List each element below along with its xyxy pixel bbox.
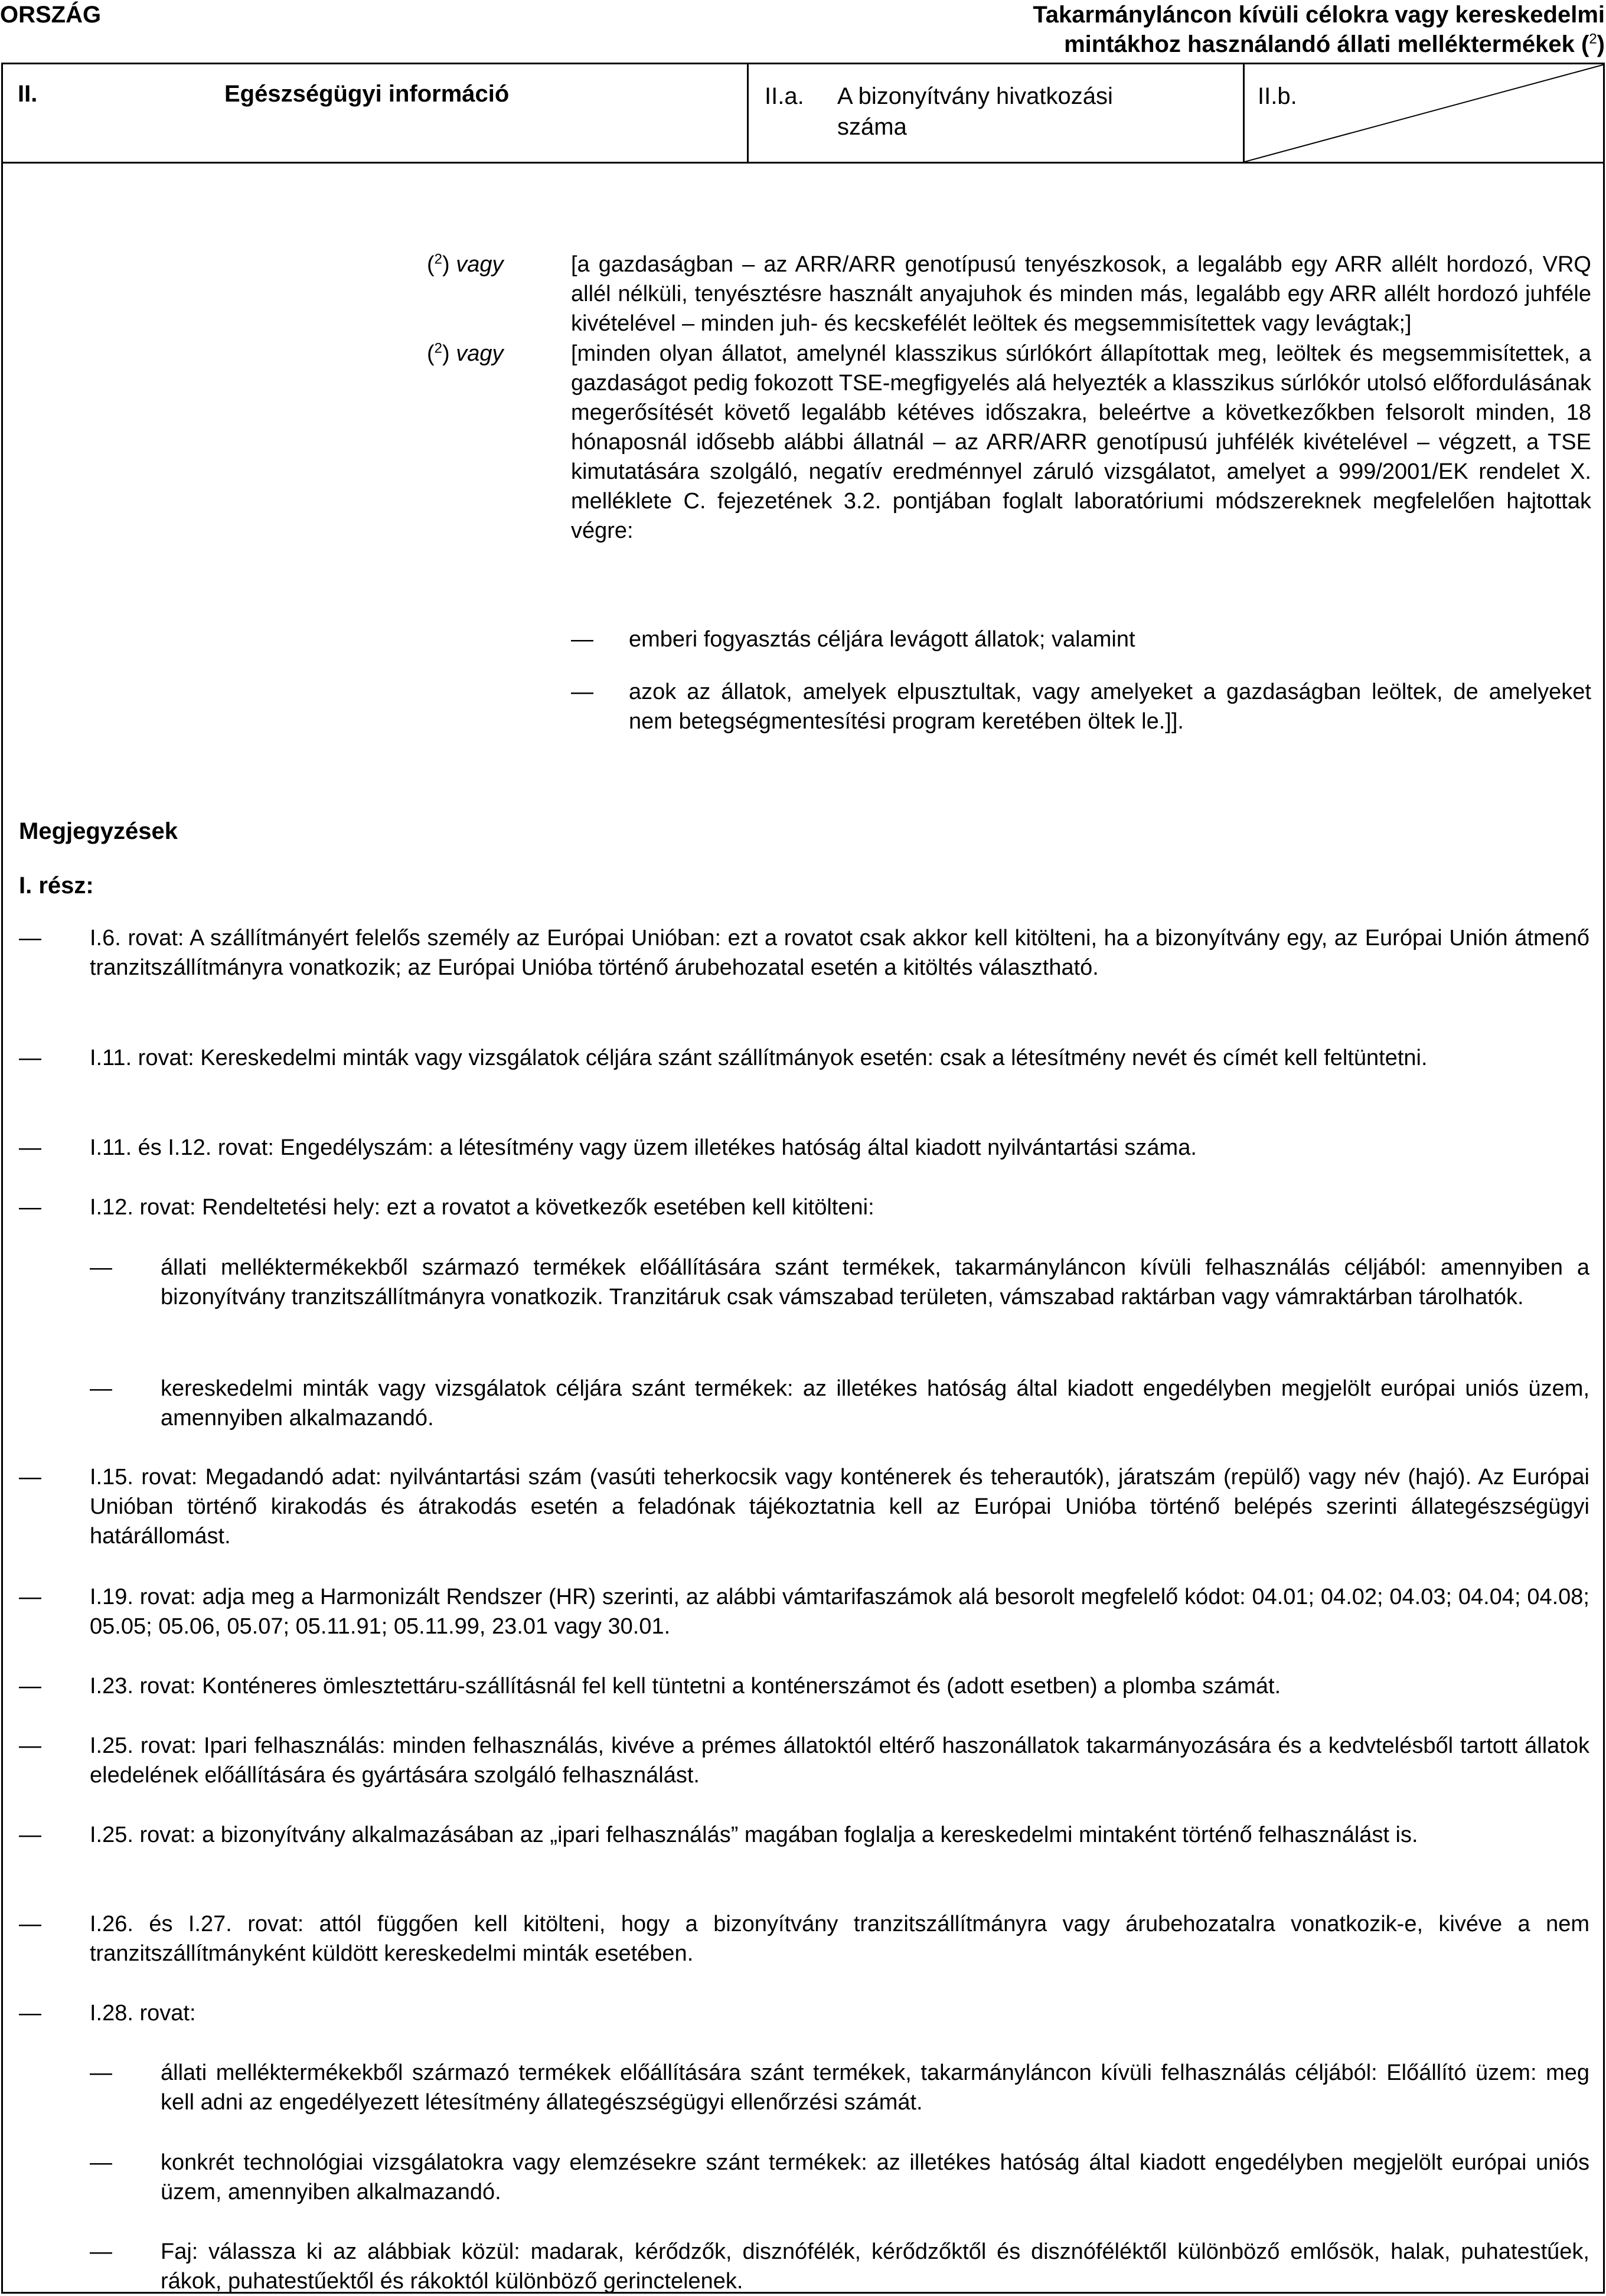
dash-bullet: — [90, 1255, 112, 1280]
option-text: [minden olyan állatot, amelynél klasszikus súrlókórt állapítottak meg, leöltek és megsemmisítettek, a gazdaságot pedig fokozott TSE-megfigyelés alá helyezték a klasszikus súrlókór utolsó előfordulásának megerősítését követő legalább kétéves időszakra, beleértve a következőkben felsorolt minden, 18 hónaposnál idősebb alábbi állatnál – az ARR/ARR genotípusú juhfélék kivételével – végzett, a TSE kimutatására szolgáló, negatív eredménnyel záruló vizsgálatot, amelyet a 999/2001/EK rendelet X. melléklete C. fejezetének 3.2. pontjában foglalt laboratóriumi módszereknek megfelelően hajtottak végre: [571, 341, 1591, 543]
option-label: ($^2$) vagy [427, 251, 504, 277]
dash-bullet: — [19, 1674, 41, 1699]
option-word: vagy [456, 341, 504, 366]
section-number: II. [18, 81, 38, 107]
dash-bullet: — [90, 2239, 112, 2264]
ref-text-line-1: A bizonyítvány hivatkozási [837, 83, 1113, 109]
footnote-ref: 2 [434, 251, 443, 267]
certificate-title [837, 0, 1605, 59]
dash-bullet: — [19, 2001, 41, 2026]
dash-bullet: — [19, 1585, 41, 1609]
country-label: ORSZÁG [0, 2, 102, 28]
sub-item-text: Faj: válassza ki az alábbiak közül: madarak, kérődzők, disznófélék, kérődzőktől és disznóféléktől különböző emlősök, halak, puhatestűek, rákok, puhatestűektől és rákoktól különböző gerinctelenek. [161, 2239, 1589, 2294]
sub-item-text: kereskedelmi minták vagy vizsgálatok céljára szánt termékek: az illetékes hatóság által kiadott engedélyben megjelölt európai uniós üzem, amennyiben alkalmazandó. [161, 1376, 1589, 1430]
note-text: I.25. rovat: Ipari felhasználás: minden felhasználás, kivéve a prémes állatoktól eltérő haszonállatok takarmányozására és a kedvtelésből tartott állatok eledelének előállítására és gyártására szolgáló felhasználást. [90, 1733, 1589, 1788]
iib-label: II.b. [1258, 83, 1297, 109]
note-text: I.19. rovat: adja meg a Harmonizált Rendszer (HR) szerinti, az alábbi vámtarifaszámok alá besorolt megfelelő kódot: 04.01; 04.02; 04.03; 04.04; 04.08; 05.05; 05.06, 05.07; 05.11.91; 05.11.99, 23.01 vagy 30.01. [90, 1585, 1589, 1639]
ref-label: II.a. [765, 83, 804, 109]
dash-bullet: — [19, 1465, 41, 1490]
diagonal-line [1245, 64, 1605, 162]
option-word: vagy [456, 252, 504, 277]
title-line-2: mintákhoz használandó állati melléktermékek ( [1064, 31, 1589, 57]
ref-text-line-2: száma [837, 114, 907, 140]
note-text: I.23. rovat: Konténeres ömlesztettáru-szállításnál fel kell tüntetni a konténerszámot és (adott esetben) a plomba számát. [90, 1674, 1281, 1699]
dash-bullet: — [19, 926, 41, 951]
part-heading: I. rész: [19, 873, 94, 899]
note-text: I.6. rovat: A szállítmányért felelős személy az Európai Unióban: ezt a rovatot csak akkor kell kitölteni, ha a bizonyítvány egy, az Európai Unión átmenő tranzitszállítmányra vonatkozik; az Európai Unióba történő árubehozatal esetén a kitöltés választható. [90, 926, 1589, 980]
dash-bullet: — [19, 1912, 41, 1936]
option-label: ($^2$) vagy [427, 340, 504, 366]
note-text: I.15. rovat: Megadandó adat: nyilvántartási szám (vasúti teherkocsik vagy konténerek és teherautók), járatszám (repülő) vagy név (hajó). Az Európai Unióban történő kirakodás és átrakodás esetén a feladónak tájékoztatnia kell az Európai Unióba történő belépés szerinti állategészségügyi határállomást. [90, 1465, 1589, 1549]
sub-item-text: állati melléktermékekből származó termékek előállítására szánt termékek, takarmányláncon kívüli felhasználás céljából: amennyiben a bizonyítvány tranzitszállítmányra vonatkozik. Tranzitáruk csak vámszabad területen, vámszabad raktárban vagy vámraktárban tárolhatók. [161, 1255, 1589, 1309]
dash-bullet: — [571, 627, 593, 652]
section-header-row [3, 64, 1603, 164]
sub-item-text: állati melléktermékekből származó termékek előállítására szánt termékek, takarmányláncon kívüli felhasználás céljából: Előállító üzem: meg kell adni az engedélyezett létesítmény állategészségügyi ellenőrzési számát. [161, 2060, 1589, 2115]
note-text: I.11. és I.12. rovat: Engedélyszám: a létesítmény vagy üzem illetékes hatóság által kiadott nyilvántartási száma. [90, 1135, 1197, 1160]
dash-bullet: — [571, 680, 593, 704]
dash-bullet: — [19, 1046, 41, 1070]
dash-bullet: — [19, 1135, 41, 1160]
option-text: [a gazdaságban – az ARR/ARR genotípusú tenyészkosok, a legalább egy ARR allélt hordozó, VRQ allél nélküli, tenyésztésre használt anyajuhok és minden más, legalább egy ARR allélt hordozó juhféle kivételével – minden juh- és kecskefélét leöltek és megsemmisítettek vagy levágtak;] [571, 252, 1591, 336]
title-close-paren: ) [1597, 31, 1605, 57]
note-text: I.28. rovat: [90, 2001, 196, 2026]
list-item-text: azok az állatok, amelyek elpusztultak, vagy amelyeket a gazdaságban leöltek, de amelyeket nem betegségmentesítési program keretében öltek le.]]. [629, 680, 1591, 734]
title-footnote-ref: 2 [1589, 31, 1597, 47]
note-text: I.26. és I.27. rovat: attól függően kell kitölteni, hogy a bizonyítvány tranzitszállítmányra vagy árubehozatalra vonatkozik-e, kivéve a nem tranzitszállítmányként küldött kereskedelmi minták esetében. [90, 1912, 1589, 1966]
list-item-text: emberi fogyasztás céljára levágott állatok; valamint [629, 627, 1135, 652]
ref-text [837, 81, 1113, 142]
certificate-frame [1, 63, 1605, 2294]
dash-bullet: — [19, 1733, 41, 1758]
footnote-ref: 2 [434, 340, 443, 357]
dash-bullet: — [90, 2060, 112, 2085]
note-text: I.12. rovat: Rendeltetési hely: ezt a rovatot a következők esetében kell kitölteni: [90, 1195, 874, 1220]
note-text: I.25. rovat: a bizonyítvány alkalmazásában az „ipari felhasználás” magában foglalja a kereskedelmi mintaként történő felhasználást is. [90, 1823, 1418, 1847]
header-divider [747, 64, 749, 162]
title-line-1: Takarmányláncon kívüli célokra vagy kereskedelmi [1033, 2, 1605, 28]
sub-item-text: konkrét technológiai vizsgálatokra vagy elemzésekre szánt termékek: az illetékes hatóság által kiadott engedélyben megjelölt európai uniós üzem, amennyiben alkalmazandó. [161, 2150, 1589, 2204]
note-text: I.11. rovat: Kereskedelmi minták vagy vizsgálatok céljára szánt szállítmányok esetén: csak a létesítmény nevét és címét kell feltüntetni. [90, 1046, 1428, 1070]
dash-bullet: — [90, 2150, 112, 2175]
dash-bullet: — [19, 1195, 41, 1220]
dash-bullet: — [19, 1823, 41, 1847]
notes-heading: Megjegyzések [19, 818, 178, 844]
dash-bullet: — [90, 1376, 112, 1401]
section-title: Egészségügyi információ [224, 81, 510, 107]
